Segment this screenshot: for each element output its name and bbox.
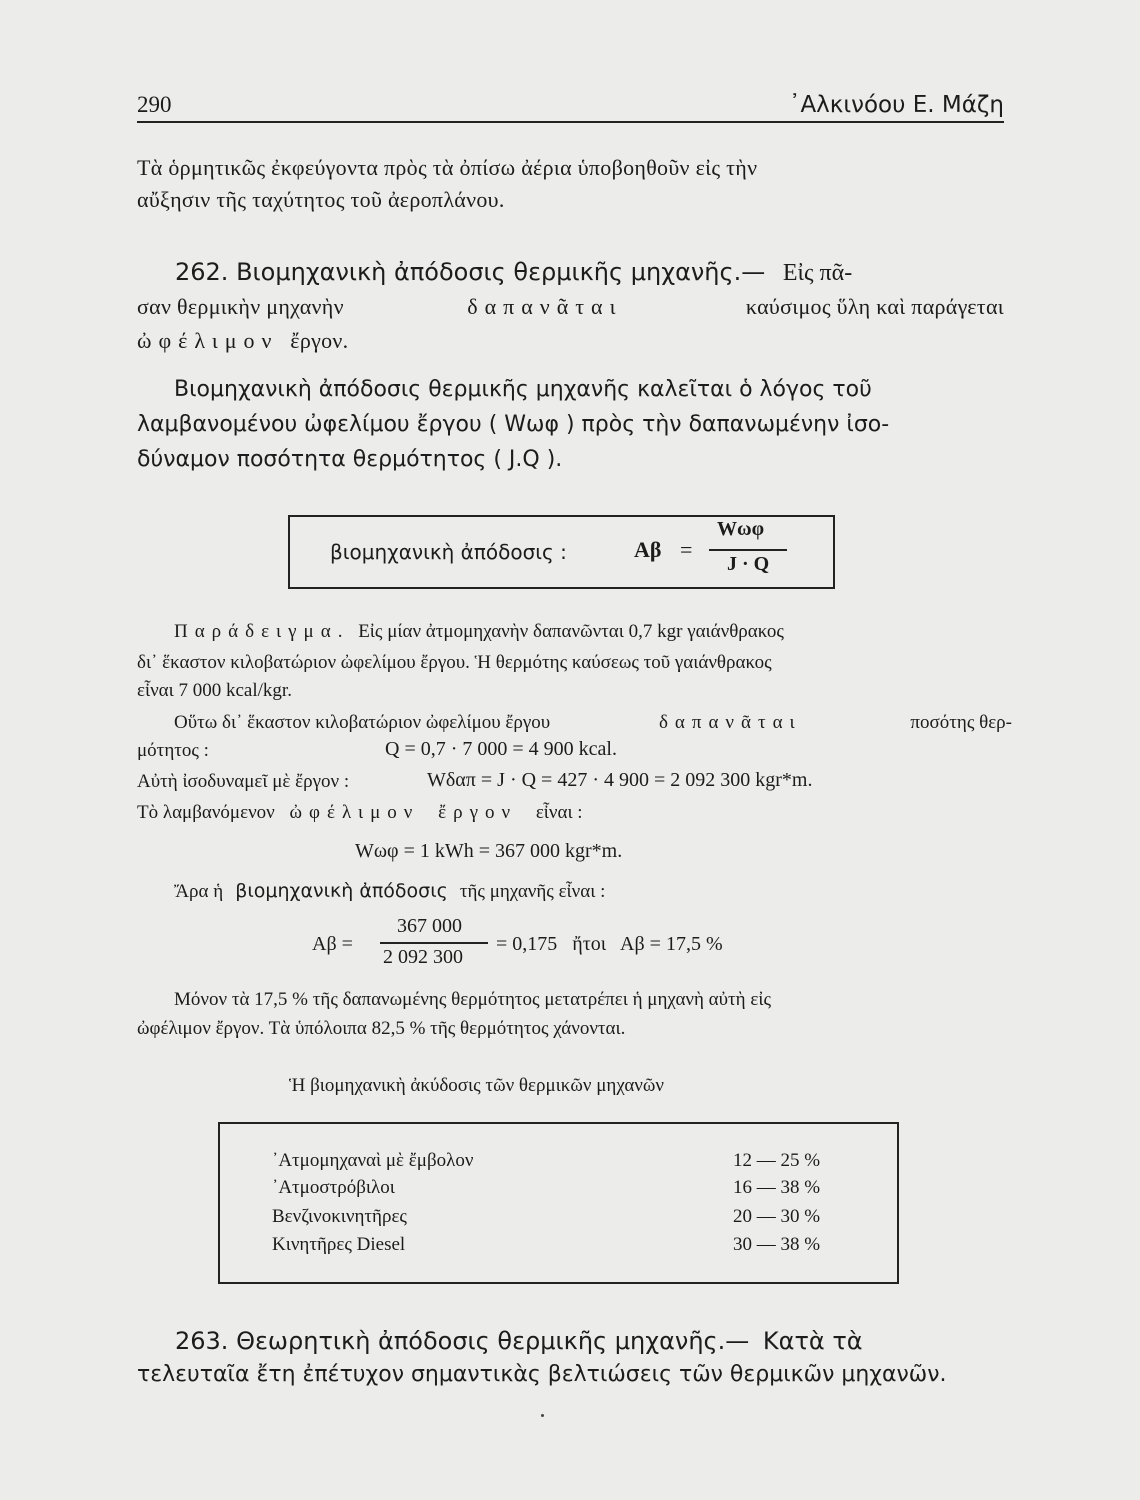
example-line-7 [137, 802, 583, 824]
example-l4c: ποσότης θερ- [910, 712, 1012, 733]
section-262-line-3 [137, 328, 348, 354]
page-number: 290 [137, 92, 172, 117]
example-line-9 [174, 880, 605, 903]
example-spaced-word: δαπανᾶται [658, 712, 802, 733]
table-row-value: 16 — 38 % [733, 1177, 821, 1198]
section-263-line-2: τελευταῖα ἔτη ἐπέτυχον σημαντικὰς βελτιώσεις τῶν θερμικῶν μηχανῶν. [137, 1362, 947, 1387]
running-header-author: ᾿Αλκινόου Ε. Μάζη [788, 92, 1004, 118]
s262-l3b: ἔργον. [290, 328, 349, 353]
definition-line-2: λαμβανομένου ὠφελίμου ἔργου ( Wωφ ) πρὸς τὴν δαπανωμένην ἰσο- [137, 412, 890, 437]
speck [541, 1414, 544, 1417]
example-line-4 [174, 712, 1012, 734]
s262-spaced-word-2: ὠφέλιμον [137, 328, 279, 353]
section-263-title: 263. Θεωρητικὴ ἀπόδοσις θερμικῆς μηχανῆς.— [175, 1327, 750, 1355]
definition-line-1: Βιομηχανικὴ ἀπόδοσις θερμικῆς μηχανῆς καλεῖται ὁ λόγος τοῦ [174, 377, 872, 402]
example-line-3: εἶναι 7 000 kcal/kgr. [137, 680, 292, 701]
example-l7a: Τὸ λαμβανόμενον [137, 802, 275, 823]
calc-denominator: 2 092 300 [383, 946, 463, 968]
table-row-value: 20 — 30 % [733, 1206, 821, 1227]
calc-fraction-bar [380, 942, 488, 944]
formula-numerator: Wωφ [717, 518, 765, 540]
definition-line-3: δύναμον ποσότητα θερμότητος ( J.Q ). [137, 447, 563, 472]
formula-equals: = [680, 537, 693, 562]
table-row-value: 30 — 38 % [733, 1234, 821, 1255]
example-spaced-word-2: ὠφέλιμον [289, 802, 420, 823]
efficiency-table-box [218, 1122, 899, 1284]
s262-l2a: σαν θερμικὴν μηχανὴν [137, 294, 344, 319]
example-l9a: Ἄρα ἡ [174, 881, 224, 902]
example-l1b: Εἰς μίαν ἀτμομηχανὴν δαπανῶνται 0,7 kgr γαιάνθρακος [358, 621, 784, 642]
section-263-heading-rest: Κατὰ τὰ [762, 1327, 863, 1355]
example-l9c: τῆς μηχανῆς εἶναι : [459, 881, 606, 902]
example-l5a: μότητος : [137, 740, 209, 761]
example-line-11: ὠφέλιμον ἔργον. Τὰ ὑπόλοιπα 82,5 % τῆς θερμότητος χάνονται. [137, 1018, 626, 1039]
table-row-label: Κινητῆρες Diesel [272, 1234, 406, 1255]
example-l6a: Αὐτὴ ἰσοδυναμεῖ μὲ ἔργον : [137, 771, 350, 792]
example-line-2: δι᾿ ἕκαστον κιλοβατώριον ὠφελίμου ἔργου. Ἡ θερμότης καύσεως τοῦ γαιάνθρακος [137, 652, 772, 673]
example-l7d: εἶναι : [535, 802, 583, 823]
table-row-label: ᾿Ατμοστρόβιλοι [272, 1177, 395, 1198]
table-row-label: ᾿Ατμομηχαναὶ μὲ ἔμβολον [272, 1150, 474, 1171]
example-l4a: Οὕτω δι᾿ ἕκαστον κιλοβατώριον ὠφελίμου ἔργου [174, 712, 551, 733]
example-line-1 [174, 621, 1014, 643]
example-l9b: βιομηχανικὴ ἀπόδοσις [235, 880, 448, 902]
table-caption: Ἡ βιομηχανικὴ ἀκύδοσις τῶν θερμικῶν μηχανῶν [289, 1075, 664, 1096]
section-262-heading [175, 258, 852, 287]
formula-fraction-bar [709, 549, 787, 551]
s262-l2c: καύσιμος ὕλη καὶ παράγεται [745, 294, 1004, 319]
example-line-10: Μόνον τὰ 17,5 % τῆς δαπανωμένης θερμότητος μετατρέπει ἡ μηχανὴ αὐτὴ εἰς [174, 989, 771, 1010]
example-l5b: Q = 0,7 · 7 000 = 4 900 kcal. [385, 738, 617, 760]
table-row-label: Βενζινοκινητῆρες [272, 1206, 407, 1227]
formula-lhs: Αβ [634, 537, 662, 562]
example-spaced-word-3: ἔργον [438, 802, 518, 823]
example-l8: Wωφ = 1 kWh = 367 000 kgr*m. [355, 840, 623, 862]
calc-lhs: Αβ = [312, 933, 353, 955]
intro-line-1: Τὰ ὁρμητικῶς ἐκφεύγοντα πρὸς τὰ ὀπίσω ἀέρια ὑποβοηθοῦν εἰς τὴν [137, 155, 758, 180]
calc-numerator: 367 000 [397, 915, 462, 937]
table-row-value: 12 — 25 % [733, 1150, 821, 1171]
example-l6b: Wδαπ = J · Q = 427 · 4 900 = 2 092 300 kgr*m. [427, 769, 813, 791]
section-262-title: 262. Βιομηχανικὴ ἀπόδοσις θερμικῆς μηχανῆς.— [175, 258, 766, 286]
formula-denominator: J · Q [727, 553, 770, 575]
section-262-line-2 [137, 294, 1004, 320]
section-263-heading [175, 1327, 863, 1355]
formula-label: βιομηχανικὴ ἀπόδοσις : [330, 540, 567, 564]
example-title: Παράδειγμα. [174, 621, 350, 642]
calc-result: = 0,175 ἤτοι Αβ = 17,5 % [496, 933, 723, 955]
s262-spaced-word: δαπανᾶται [467, 294, 623, 319]
header-rule [137, 121, 1004, 123]
section-262-heading-rest: Εἰς πᾶ- [782, 260, 853, 286]
intro-line-2: αὔξησιν τῆς ταχύτητος τοῦ ἀεροπλάνου. [137, 187, 505, 212]
